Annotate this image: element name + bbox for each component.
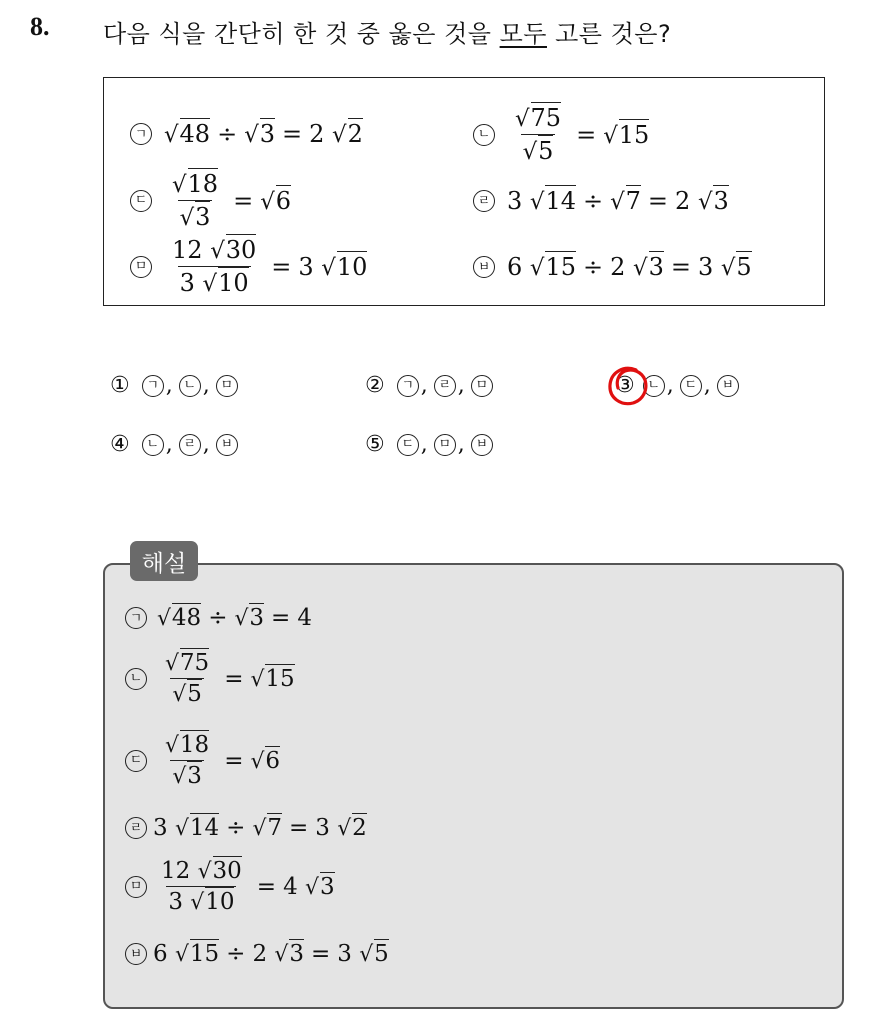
equals: =	[310, 941, 331, 967]
equals: =	[647, 187, 669, 215]
choice-mark: ㅂ	[216, 434, 238, 456]
radicand: 15	[189, 941, 220, 967]
choice-mark: ㅁ	[216, 375, 238, 397]
choice-mark: ㄹ	[434, 375, 456, 397]
equals: =	[271, 252, 292, 281]
radicand: 30	[212, 858, 242, 884]
radicand: 3	[187, 763, 202, 789]
choice-mark: ㅁ	[471, 375, 493, 397]
fraction: $\frac{√75}{√5}$	[515, 104, 562, 165]
radicand: 15	[618, 120, 650, 149]
statement-label: ㄹ	[473, 190, 495, 212]
choice-3[interactable]: ③ ㄴ , ㄷ , ㅂ	[615, 373, 739, 398]
radicand: 75	[530, 104, 562, 132]
sqrt: √48	[164, 120, 211, 148]
statement-label: ㄷ	[125, 750, 147, 772]
sqrt: √2	[332, 120, 363, 148]
coefficient: 2	[252, 941, 268, 967]
radicand: 7	[625, 187, 641, 215]
question-text-part: 다음 식을 간단히 한 것 중 옳은 것을	[103, 20, 500, 48]
choice-number: ①	[110, 373, 130, 398]
statement-c	[130, 170, 291, 231]
statement-label: ㄱ	[125, 607, 147, 629]
statement-label: ㄹ	[125, 817, 147, 839]
coefficient: 3	[153, 815, 168, 841]
question-text-part: 고른 것은?	[546, 20, 672, 48]
radicand: 48	[179, 120, 211, 148]
radicand: 3	[195, 203, 211, 231]
operator: ÷	[217, 120, 238, 148]
coefficient: 3	[507, 187, 523, 215]
answer-circle-annotation	[606, 364, 650, 408]
statement-label: ㅁ	[130, 256, 152, 278]
statement-label: ㅁ	[125, 876, 147, 898]
coefficient: 12	[161, 858, 191, 884]
radicand: 3	[259, 120, 275, 148]
fraction: $\frac{√18}{√3}$	[165, 732, 210, 789]
radicand: 3	[249, 605, 265, 631]
choice-mark: ㅂ	[471, 434, 493, 456]
radicand: 6	[275, 186, 291, 215]
sqrt: √10	[321, 252, 368, 281]
equals: =	[576, 120, 597, 149]
sqrt: √3	[234, 605, 265, 631]
radicand: 5	[736, 253, 752, 281]
statement-label: ㅂ	[125, 943, 147, 965]
fraction: $\frac{√75}{√5}$	[165, 650, 210, 707]
coefficient: 12	[172, 236, 203, 264]
sqrt: √15	[603, 120, 650, 149]
choice-mark: ㄱ	[142, 375, 164, 397]
choice-number: ②	[365, 373, 385, 398]
choice-mark: ㄴ	[142, 434, 164, 456]
operator: ÷	[208, 605, 228, 631]
question-text	[103, 14, 671, 49]
coefficient: 3	[179, 269, 195, 297]
radicand: 10	[218, 269, 249, 297]
radicand: 10	[205, 889, 235, 915]
operator: ÷	[226, 815, 246, 841]
coefficient: 4	[283, 873, 298, 900]
choice-5[interactable]: ⑤ ㄷ , ㅁ , ㅂ	[365, 432, 493, 457]
sqrt: √6	[250, 747, 281, 774]
coefficient: 2	[309, 120, 325, 148]
sqrt: √5	[720, 253, 752, 281]
radicand: 15	[265, 665, 295, 692]
fraction: $\frac{12 √30}{3 √10}$	[172, 236, 257, 297]
statement-label: ㄴ	[125, 668, 147, 690]
operator: ÷	[583, 253, 604, 281]
equals: =	[233, 186, 254, 215]
choice-2[interactable]: ② ㄱ , ㄹ , ㅁ	[365, 373, 493, 398]
choice-mark: ㄷ	[397, 434, 419, 456]
coefficient: 2	[675, 187, 691, 215]
statement-f	[473, 253, 752, 281]
statement-label: ㄷ	[130, 190, 152, 212]
statement-label: ㅂ	[473, 256, 495, 278]
statement-e	[130, 236, 367, 297]
statement-b	[473, 104, 649, 165]
equals: =	[670, 253, 691, 281]
radicand: 6	[265, 747, 281, 774]
sqrt: √14	[529, 187, 576, 215]
radicand: 14	[545, 187, 576, 215]
solution-line-a	[125, 605, 312, 631]
sqrt: √15	[250, 665, 295, 692]
solution-line-e	[125, 858, 335, 915]
choice-mark: ㄱ	[397, 375, 419, 397]
choice-mark: ㅁ	[434, 434, 456, 456]
radicand: 5	[187, 681, 202, 707]
equals: =	[256, 873, 277, 900]
radicand: 14	[189, 815, 220, 841]
result: 4	[297, 605, 312, 631]
radicand: 5	[374, 941, 389, 967]
radicand: 3	[289, 941, 304, 967]
solution-line-f	[125, 941, 389, 967]
sqrt: √15	[174, 941, 220, 967]
choice-4[interactable]: ④ ㄴ , ㄹ , ㅂ	[110, 432, 238, 457]
radicand: 18	[179, 732, 210, 758]
equals: =	[289, 815, 309, 841]
radicand: 3	[648, 253, 664, 281]
coefficient: 3	[697, 253, 714, 281]
radicand: 2	[352, 815, 367, 841]
statement-label: ㄴ	[473, 124, 495, 146]
radicand: 3	[713, 187, 729, 215]
coefficient: 3	[168, 889, 183, 915]
sqrt: √7	[610, 187, 641, 215]
question-emphasis: 모두	[499, 20, 547, 48]
statement-d	[473, 187, 729, 215]
choice-mark: ㄷ	[680, 375, 702, 397]
choice-number: ⑤	[365, 432, 385, 457]
choice-mark: ㄴ	[179, 375, 201, 397]
solution-line-b	[125, 650, 295, 707]
sqrt: √3	[305, 873, 335, 900]
choice-number: ③	[615, 373, 635, 398]
radicand: 15	[545, 253, 576, 281]
radicand: 48	[171, 605, 202, 631]
equals: =	[271, 605, 291, 631]
sqrt: √5	[359, 941, 389, 967]
sqrt: √3	[633, 253, 664, 281]
radicand: 2	[347, 120, 363, 148]
radicand: 75	[179, 650, 210, 676]
fraction: $\frac{√18}{√3}$	[172, 170, 219, 231]
choice-mark: ㄴ	[643, 375, 665, 397]
sqrt: √3	[274, 941, 304, 967]
radicand: 3	[319, 873, 335, 900]
radicand: 30	[225, 236, 257, 264]
equals: =	[282, 120, 303, 148]
radicand: 10	[336, 252, 368, 281]
sqrt: √15	[529, 253, 576, 281]
equals: =	[224, 747, 244, 774]
operator: ÷	[226, 941, 246, 967]
question-number: 8.	[30, 12, 50, 41]
sqrt: √14	[174, 815, 220, 841]
choice-1[interactable]: ① ㄱ , ㄴ , ㅁ	[110, 373, 238, 398]
sqrt: √48	[157, 605, 202, 631]
choice-number: ④	[110, 432, 130, 457]
radicand: 18	[187, 170, 219, 198]
sqrt: √6	[260, 186, 291, 215]
sqrt: √7	[252, 815, 282, 841]
sqrt: √3	[697, 187, 729, 215]
equals: =	[224, 665, 244, 692]
coefficient: 3	[298, 252, 314, 281]
choice-mark: ㅂ	[717, 375, 739, 397]
fraction: $\frac{12 √30}{3 √10}$	[161, 858, 242, 915]
solution-title: 해설	[130, 541, 198, 581]
statement-a	[130, 120, 363, 148]
coefficient: 3	[315, 815, 330, 841]
statement-label: ㄱ	[130, 123, 152, 145]
coefficient: 3	[337, 941, 352, 967]
choice-mark: ㄹ	[179, 434, 201, 456]
coefficient: 6	[153, 941, 168, 967]
radicand: 7	[267, 815, 282, 841]
radicand: 5	[538, 137, 554, 165]
operator: ÷	[583, 187, 604, 215]
sqrt: √3	[244, 120, 275, 148]
sqrt: √2	[337, 815, 367, 841]
solution-line-c	[125, 732, 280, 789]
solution-line-d	[125, 815, 367, 841]
coefficient: 6	[507, 253, 523, 281]
coefficient: 2	[610, 253, 626, 281]
